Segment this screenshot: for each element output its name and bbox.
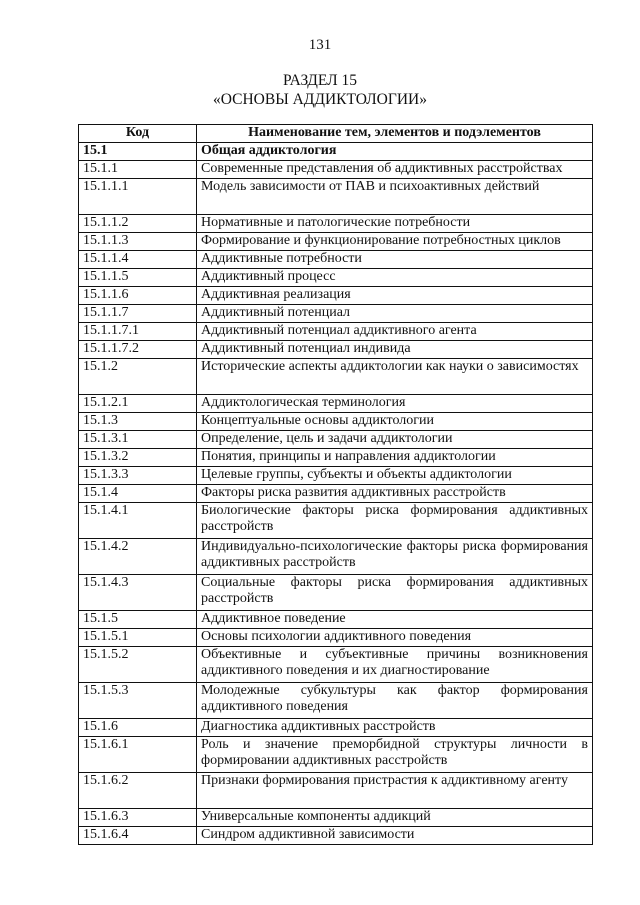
row-name: Признаки формирования пристрастия к аддиктивному агенту	[197, 773, 593, 809]
row-name: Социальные факторы риска формирования аддиктивных расстройств	[197, 575, 593, 611]
table-row	[79, 341, 593, 359]
table-row	[79, 251, 593, 269]
row-name: Аддиктивный потенциал индивида	[197, 341, 593, 359]
row-code: 15.1.1.7.2	[79, 341, 197, 359]
table-row	[79, 611, 593, 629]
row-code: 15.1.5	[79, 611, 197, 629]
row-name: Аддиктивный процесс	[197, 269, 593, 287]
row-code: 15.1.1.3	[79, 233, 197, 251]
row-code: 15.1.1.1	[79, 179, 197, 215]
table-row	[79, 413, 593, 431]
row-code: 15.1.2.1	[79, 395, 197, 413]
table-row	[79, 629, 593, 647]
table-row	[79, 395, 593, 413]
table-body	[79, 143, 593, 845]
table-row	[79, 575, 593, 611]
row-name: Основы психологии аддиктивного поведения	[197, 629, 593, 647]
row-name: Биологические факторы риска формирования аддиктивных расстройств	[197, 503, 593, 539]
row-code: 15.1.1.5	[79, 269, 197, 287]
section-label: РАЗДЕЛ 15	[283, 72, 357, 89]
row-code: 15.1.1	[79, 161, 197, 179]
row-name: Аддиктивная реализация	[197, 287, 593, 305]
row-name: Определение, цель и задачи аддиктологии	[197, 431, 593, 449]
name-column-header: Наименование тем, элементов и подэлементов	[197, 125, 593, 143]
table-row	[79, 683, 593, 719]
table-row	[79, 143, 593, 161]
row-name: Современные представления об аддиктивных расстройствах	[197, 161, 593, 179]
table-row	[79, 269, 593, 287]
row-code: 15.1	[79, 143, 197, 161]
row-code: 15.1.3.2	[79, 449, 197, 467]
row-name: Аддиктивный потенциал	[197, 305, 593, 323]
table-row	[79, 773, 593, 809]
table-row	[79, 467, 593, 485]
table-row	[79, 161, 593, 179]
row-code: 15.1.4.3	[79, 575, 197, 611]
table-row	[79, 233, 593, 251]
row-code: 15.1.3.3	[79, 467, 197, 485]
table-row	[79, 287, 593, 305]
table-row	[79, 827, 593, 845]
table-row	[79, 719, 593, 737]
table-row	[79, 647, 593, 683]
table-row	[79, 323, 593, 341]
table-row	[79, 503, 593, 539]
row-name: Нормативные и патологические потребности	[197, 215, 593, 233]
table-row	[79, 359, 593, 395]
row-code: 15.1.6	[79, 719, 197, 737]
table-row	[79, 809, 593, 827]
row-name: Целевые группы, субъекты и объекты аддиктологии	[197, 467, 593, 485]
row-name: Факторы риска развития аддиктивных расстройств	[197, 485, 593, 503]
row-code: 15.1.6.2	[79, 773, 197, 809]
row-name: Синдром аддиктивной зависимости	[197, 827, 593, 845]
code-column-header: Код	[79, 125, 197, 143]
section-heading	[0, 71, 640, 109]
row-name: Концептуальные основы аддиктологии	[197, 413, 593, 431]
row-code: 15.1.1.4	[79, 251, 197, 269]
row-name: Исторические аспекты аддиктологии как науки о зависимостях	[197, 359, 593, 395]
row-code: 15.1.6.1	[79, 737, 197, 773]
row-name: Аддиктивный потенциал аддиктивного агента	[197, 323, 593, 341]
table-header-row	[79, 125, 593, 143]
row-code: 15.1.4	[79, 485, 197, 503]
row-code: 15.1.1.7	[79, 305, 197, 323]
row-name: Понятия, принципы и направления аддиктологии	[197, 449, 593, 467]
row-code: 15.1.1.6	[79, 287, 197, 305]
row-code: 15.1.4.1	[79, 503, 197, 539]
row-code: 15.1.6.3	[79, 809, 197, 827]
row-code: 15.1.2	[79, 359, 197, 395]
table-row	[79, 539, 593, 575]
table-row	[79, 737, 593, 773]
row-name: Аддиктивное поведение	[197, 611, 593, 629]
table-row	[79, 431, 593, 449]
table-row	[79, 305, 593, 323]
row-code: 15.1.3	[79, 413, 197, 431]
row-code: 15.1.5.3	[79, 683, 197, 719]
table-row	[79, 449, 593, 467]
row-name: Молодежные субкультуры как фактор формирования аддиктивного поведения	[197, 683, 593, 719]
table-row	[79, 485, 593, 503]
row-name: Аддиктологическая терминология	[197, 395, 593, 413]
row-name: Объективные и субъективные причины возникновения аддиктивного поведения и их диагностирование	[197, 647, 593, 683]
curriculum-table	[78, 124, 593, 845]
table-row	[79, 179, 593, 215]
row-code: 15.1.1.2	[79, 215, 197, 233]
page-number: 131	[308, 37, 332, 53]
row-name: Диагностика аддиктивных расстройств	[197, 719, 593, 737]
row-code: 15.1.1.7.1	[79, 323, 197, 341]
row-code: 15.1.3.1	[79, 431, 197, 449]
row-name: Универсальные компоненты аддикций	[197, 809, 593, 827]
row-name: Аддиктивные потребности	[197, 251, 593, 269]
row-name: Роль и значение преморбидной структуры личности в формировании аддиктивных расстройств	[197, 737, 593, 773]
row-code: 15.1.5.1	[79, 629, 197, 647]
row-code: 15.1.5.2	[79, 647, 197, 683]
row-name: Индивидуально-психологические факторы риска формирования аддиктивных расстройств	[197, 539, 593, 575]
row-name: Формирование и функционирование потребностных циклов	[197, 233, 593, 251]
row-code: 15.1.4.2	[79, 539, 197, 575]
row-code: 15.1.6.4	[79, 827, 197, 845]
section-title: «ОСНОВЫ АДДИКТОЛОГИИ»	[213, 91, 427, 108]
row-name: Общая аддиктология	[197, 143, 593, 161]
row-name: Модель зависимости от ПАВ и психоактивных действий	[197, 179, 593, 215]
table-row	[79, 215, 593, 233]
